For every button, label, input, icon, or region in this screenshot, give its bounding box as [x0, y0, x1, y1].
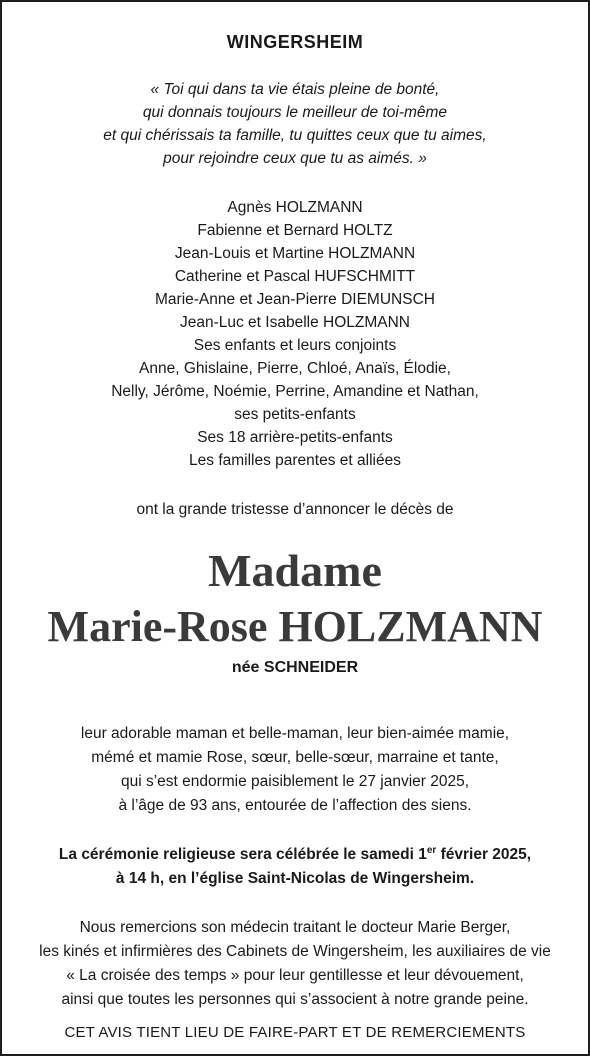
deceased-name: Marie-Rose HOLZMANN — [47, 602, 543, 651]
family-member: Les familles parentes et alliées — [189, 452, 401, 469]
family-member: Ses enfants et leurs conjoints — [193, 337, 397, 354]
description-line: mémé et mamie Rose, sœur, belle-sœur, marraine et tante, — [91, 749, 499, 766]
family-member: Marie-Anne et Jean-Pierre DIEMUNSCH — [155, 291, 435, 308]
family-member: Fabienne et Bernard HOLTZ — [197, 222, 393, 239]
ceremony-month-text: février 2025, — [436, 846, 532, 863]
thanks-line: Nous remercions son médecin traitant le docteur Marie Berger, — [79, 919, 511, 936]
announcement-text: ont la grande tristesse d’annoncer le décès de — [136, 501, 454, 518]
family-member: Nelly, Jérôme, Noémie, Perrine, Amandine et Nathan, — [111, 383, 479, 400]
ceremony-date-text: La cérémonie religieuse sera célébrée le samedi 1 — [58, 846, 427, 863]
family-member: Anne, Ghislaine, Pierre, Chloé, Anaïs, Élodie, — [139, 360, 451, 377]
family-member: Catherine et Pascal HUFSCHMITT — [174, 268, 416, 285]
ceremony-ordinal: er — [426, 845, 437, 856]
footer-notice: CET AVIS TIENT LIEU DE FAIRE-PART ET DE REMERCIEMENTS — [64, 1024, 526, 1041]
ceremony-line — [2, 844, 588, 866]
quote-line: qui donnais toujours le meilleur de toi-même — [142, 104, 448, 121]
family-member: Jean-Luc et Isabelle HOLZMANN — [179, 314, 410, 331]
quote-line: pour rejoindre ceux que tu as aimés. » — [163, 150, 427, 167]
thanks-line: « La croisée des temps » pour leur gentillesse et leur dévouement, — [66, 967, 524, 984]
family-member: Ses 18 arrière-petits-enfants — [197, 429, 393, 446]
thanks-line: les kinés et infirmières des Cabinets de Wingersheim, les auxiliaires de vie — [39, 943, 551, 960]
family-member: Jean-Louis et Martine HOLZMANN — [174, 245, 416, 262]
deceased-title: Madame — [208, 545, 382, 596]
description-line: à l’âge de 93 ans, entourée de l’affection des siens. — [118, 797, 472, 814]
quote-line: et qui chérissais ta famille, tu quittes ceux que tu aimes, — [103, 127, 487, 144]
town-heading: WINGERSHEIM — [226, 32, 364, 52]
family-member: Agnès HOLZMANN — [227, 199, 363, 216]
description-line: qui s’est endormie paisiblement le 27 janvier 2025, — [120, 773, 470, 790]
maiden-name: née SCHNEIDER — [231, 659, 359, 676]
family-member: ses petits-enfants — [234, 406, 356, 423]
thanks-line: ainsi que toutes les personnes qui s’associent à notre grande peine. — [61, 991, 529, 1008]
description-line: leur adorable maman et belle-maman, leur bien-aimée mamie, — [80, 725, 510, 742]
quote-line: « Toi qui dans ta vie étais pleine de bonté, — [150, 81, 440, 98]
ceremony-line: à 14 h, en l’église Saint-Nicolas de Wingersheim. — [115, 870, 475, 887]
